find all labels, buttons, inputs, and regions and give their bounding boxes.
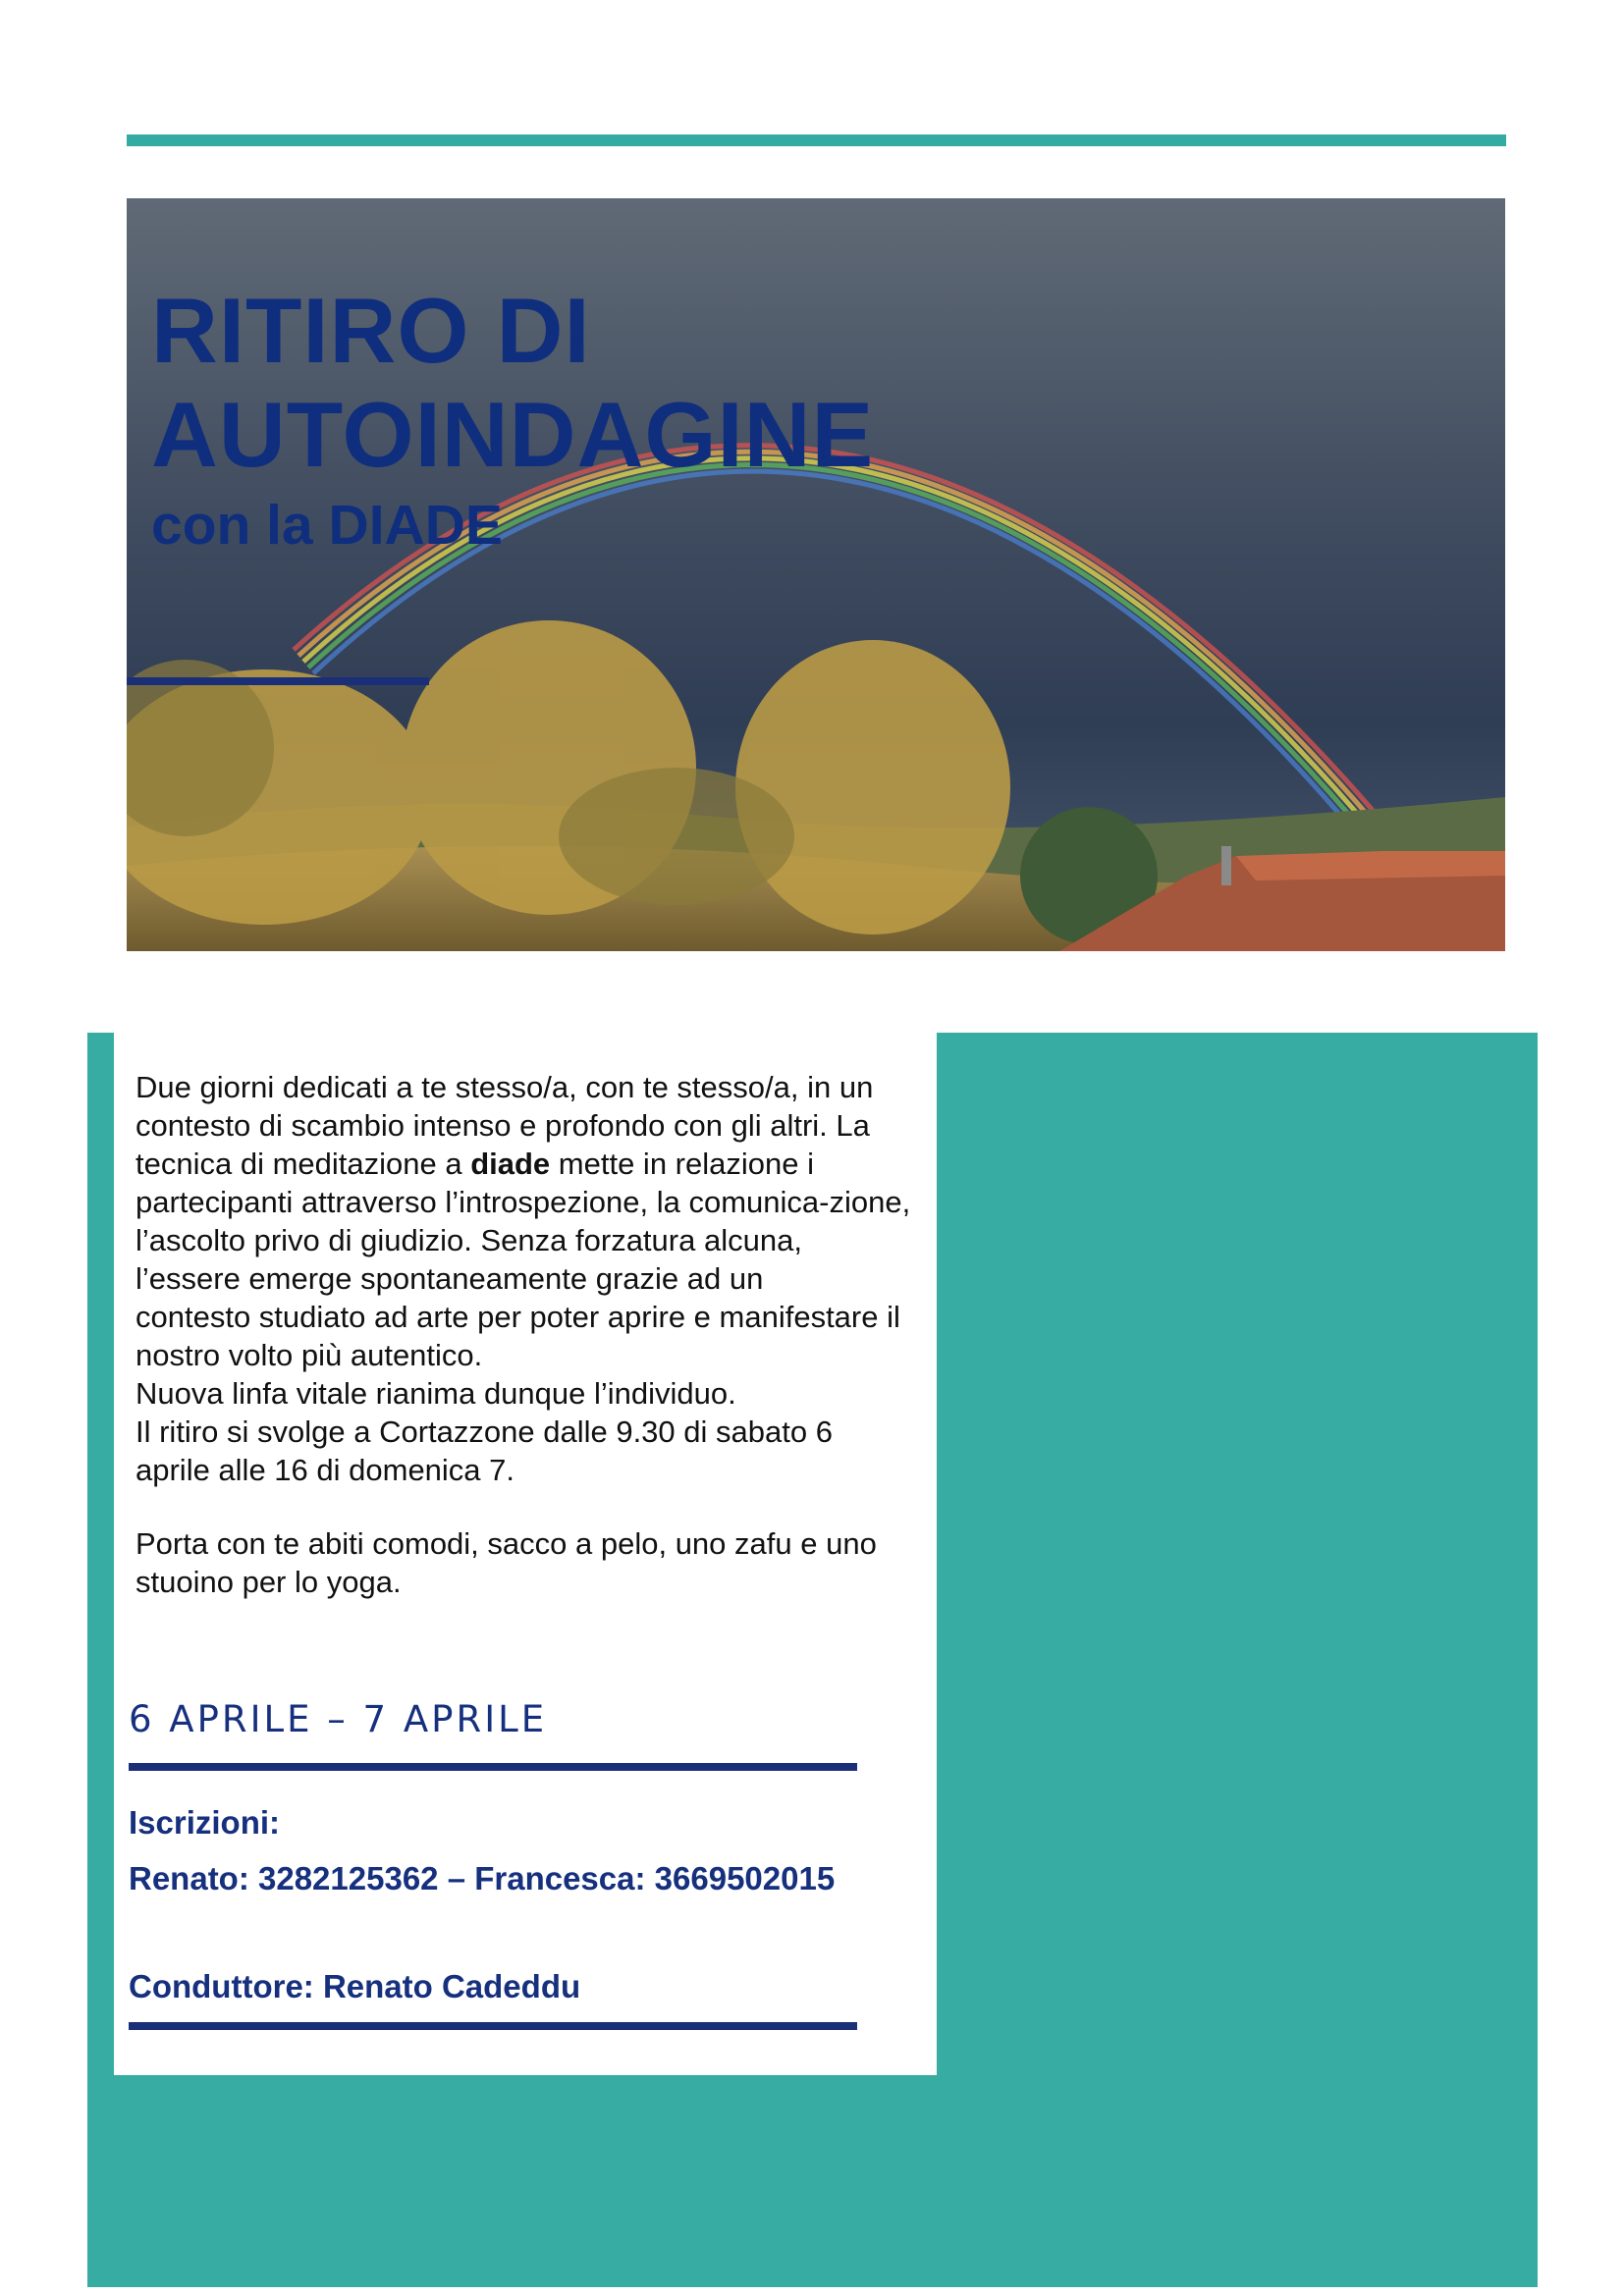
hero-image bbox=[127, 198, 1505, 951]
dates-underline bbox=[129, 1763, 857, 1771]
page-subtitle: con la DIADE bbox=[151, 494, 503, 557]
description-paragraph-2: Porta con te abiti comodi, sacco a pelo, uno zafu e uno stuoino per lo yoga. bbox=[135, 1526, 877, 1599]
page-title bbox=[151, 279, 874, 487]
description-paragraph-1: Due giorni dedicati a te stesso/a, con te stesso/a, in un contesto di scambio intenso e profondo con gli altri. La tecnica di meditazione a diade mette in relazione i partecipanti attraverso l’introspezione, la comunica-zione, l’ascolto privo di giudizio. Senza forzatura alcuna, l’essere emerge spontaneamente grazie ad un contesto studiato ad arte per poter aprire e manifestare il nostro volto più autentico. Nuova linfa vitale rianima dunque l’individuo. Il ritiro si svolge a Cortazzone dalle 9.30 di sabato 6 aprile alle 16 di domenica 7. bbox=[135, 1070, 911, 1487]
top-accent-rule bbox=[127, 134, 1506, 146]
title-underline bbox=[127, 677, 429, 685]
event-leader: Conduttore: Renato Cadeddu bbox=[129, 1968, 581, 2004]
registrations-label: Iscrizioni: bbox=[129, 1804, 281, 1841]
title-line-2: AUTOINDAGINE bbox=[151, 383, 875, 486]
event-dates: 6 APRILE – 7 APRILE bbox=[129, 1698, 548, 1740]
title-line-1: RITIRO DI bbox=[151, 279, 591, 382]
leader-underline bbox=[129, 2022, 857, 2030]
description-text bbox=[135, 1068, 911, 1601]
registration-contacts: Renato: 3282125362 – Francesca: 3669502015 bbox=[129, 1860, 836, 1896]
